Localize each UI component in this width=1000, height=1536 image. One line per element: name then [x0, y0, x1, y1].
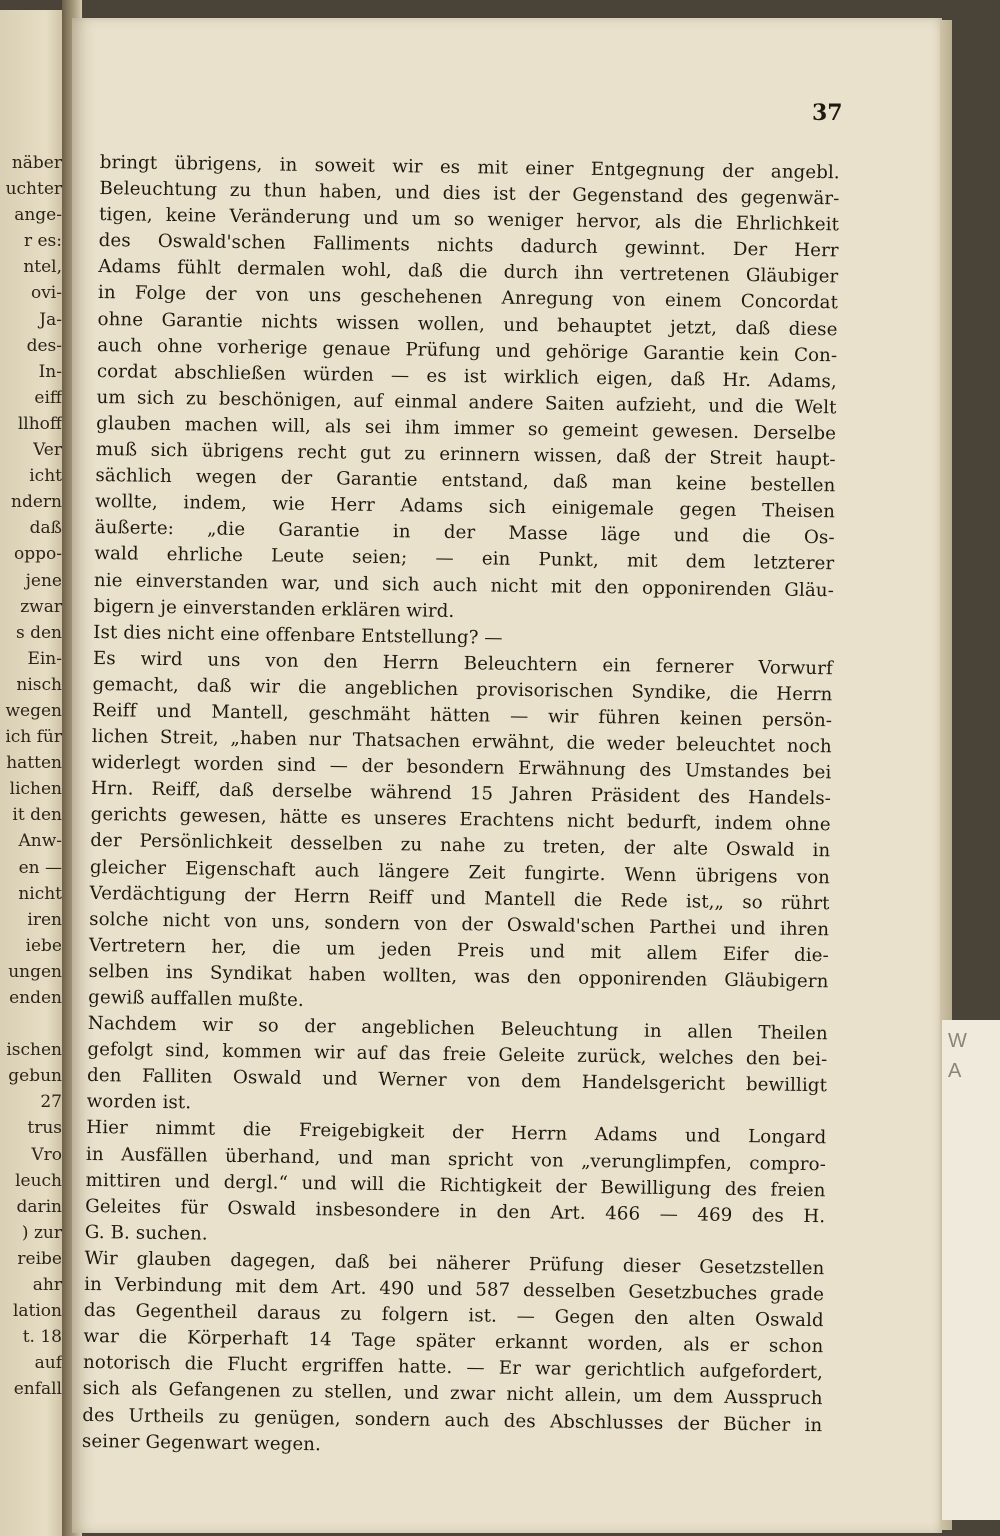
text-line: Verdächtigung der Herrn Reiff und Mantell die Rede ist,„ so rührt — [89, 882, 830, 914]
facing-page-line: wegen — [5, 700, 62, 721]
text-line: widerlegt worden sind — der besondern Erwähnung des Umstandes bei — [91, 752, 832, 784]
facing-page-line: Ver — [33, 440, 62, 461]
facing-page-line: jene — [25, 570, 62, 591]
facing-page-line: t. 18 — [22, 1327, 62, 1348]
text-line: gemacht, daß wir die angeblichen provisorischen Syndike, die Herrn — [92, 673, 833, 706]
facing-page-line: des- — [26, 335, 62, 356]
facing-page-line: ) zur — [21, 1222, 62, 1243]
facing-page-line: trus — [27, 1118, 62, 1139]
facing-page-line: näber — [11, 153, 62, 173]
facing-page-line: ange- — [14, 205, 62, 226]
facing-page-line: r es: — [23, 231, 62, 252]
facing-page-line: reibe — [17, 1248, 62, 1269]
facing-page-line: uchter — [5, 179, 62, 200]
facing-page-line: iren — [27, 909, 62, 930]
facing-page-line: ischen — [6, 1040, 62, 1061]
text-line: wollte, indem, wie Herr Adams sich einigemale gegen Theisen — [94, 491, 836, 523]
facing-page-line: 27 — [40, 1092, 62, 1113]
text-line: das Gegentheil daraus zu folgern ist. — Gegen den alten Oswald — [83, 1300, 824, 1332]
facing-page-line: ntel, — [23, 257, 62, 278]
facing-page-line: In- — [38, 361, 62, 382]
text-line: notorisch die Flucht ergriffen hatte. — Er war gerichtlich aufgefordert, — [82, 1352, 824, 1384]
text-line: Ist dies nicht eine offenbare Entstellung? — — [93, 621, 503, 649]
text-line: G. B. suchen. — [84, 1221, 208, 1245]
facing-page-line: ungen — [8, 961, 62, 982]
text-line: Es wird uns von den Herrn Beleuchtern ein fernerer Vorwurf — [92, 647, 833, 680]
text-line: glauben machen will, als sei ihm immer so gemeint gewesen. Derselbe — [96, 412, 837, 445]
text-line: Vertretern her, die um jeden Preis und mit allem Eifer die- — [88, 934, 829, 967]
text-line: äußerte: „die Garantie in der Masse läge und die Os- — [94, 517, 835, 549]
facing-page-line: llhoff — [17, 413, 62, 434]
facing-page-line: gebun — [8, 1066, 62, 1087]
text-line: mittiren und dergl.“ und will die Richtigkeit der Bewilligung des freien — [85, 1169, 826, 1201]
facing-page-line: s den — [15, 622, 62, 643]
text-line: ohne Garantie nichts wissen wollen, und behauptet jetzt, daß diese — [97, 308, 838, 340]
text-line: Beleuchtung zu thun haben, und dies ist der Gegenstand des gegenwär- — [99, 178, 840, 210]
text-line: muß sich übrigens recht gut zu erinnern wissen, daß der Streit haupt- — [95, 439, 836, 471]
facing-page-line: nicht — [18, 883, 62, 904]
text-line: gleicher Eigenschaft auch längere Zeit fungirte. Wenn übrigens von — [89, 856, 831, 888]
text-line: war die Körperhaft 14 Tage später erkannt worden, als er schon — [83, 1326, 824, 1358]
reference-strip — [942, 1020, 1000, 1520]
text-line: Wir glauben dagegen, daß bei näherer Prüfung dieser Gesetzstellen — [84, 1247, 825, 1280]
strip-letter-w: W — [948, 1030, 967, 1052]
facing-page-text — [5, 150, 62, 1403]
facing-page-line: ich für — [5, 727, 62, 748]
text-line: tigen, keine Veränderung und um so weniger hervor, als die Ehrlichkeit — [98, 204, 840, 236]
strip-letter-a: A — [948, 1060, 962, 1082]
facing-page-line: lichen — [9, 779, 62, 800]
text-line: Reiff und Mantell, geschmäht hätten — wir führen keinen persön- — [92, 699, 833, 732]
text-line: um sich zu beschönigen, auf einmal andere Saiten aufzieht, und die Welt — [96, 386, 837, 419]
text-line: lichen Streit, „haben nur Thatsachen erwähnt, die weder beleuchtet noch — [91, 726, 832, 758]
facing-page-fragment — [0, 10, 66, 1536]
text-line: Nachdem wir so der angeblichen Beleuchtung in allen Theilen — [87, 1013, 828, 1045]
text-line: sich als Gefangenen zu stellen, und zwar nicht allein, um dem Ausspruch — [82, 1378, 823, 1410]
facing-page-line: ahr — [32, 1275, 62, 1296]
facing-page-line — [5, 1011, 62, 1037]
text-line: des Urtheils zu genügen, sondern auch des Abschlusses der Bücher in — [82, 1404, 823, 1436]
facing-page-line: zwar — [20, 596, 62, 617]
text-line: sächlich wegen der Garantie entstand, daß man keine bestellen — [95, 465, 836, 497]
page-number: 37 — [812, 100, 843, 126]
facing-page-line: lation — [12, 1301, 62, 1322]
facing-page-line: auf — [34, 1353, 62, 1374]
text-line: auch ohne vorherige genaue Prüfung und gehörige Garantie kein Con- — [97, 334, 838, 366]
facing-page-line: iebe — [25, 935, 62, 956]
facing-page-line: Ein- — [27, 648, 62, 669]
facing-page-line: hatten — [6, 753, 62, 774]
facing-page-line: Ja- — [39, 309, 62, 330]
text-line: nie einverstanden war, und sich auch nicht mit den opponirenden Gläu- — [93, 569, 835, 601]
facing-page-line: enfall — [13, 1379, 62, 1400]
facing-page-line: Anw- — [18, 831, 62, 852]
text-line: gewiß auffallen mußte. — [88, 986, 304, 1011]
text-line: solche nicht von uns, sondern von der Oswald'schen Parthei und ihren — [89, 908, 830, 940]
text-line: seiner Gegenwart wegen. — [81, 1430, 322, 1455]
facing-page-line: leuch — [15, 1170, 62, 1191]
facing-page-line: oppo- — [14, 544, 62, 565]
text-line: Hrn. Reiff, daß derselbe während 15 Jahren Präsident des Handels- — [90, 778, 832, 810]
text-line: in Verbindung mit dem Art. 490 und 587 desselben Gesetzbuches grade — [84, 1273, 825, 1306]
facing-page-line: nisch — [16, 674, 62, 695]
text-line: den Falliten Oswald und Werner von dem Handelsgericht bewilligt — [86, 1065, 828, 1097]
text-line: selben ins Syndikat haben wollten, was den opponirenden Gläubigern — [88, 960, 829, 993]
facing-page-line: daß — [29, 518, 62, 539]
text-line: bigern je einverstanden erklären wird. — [93, 595, 455, 622]
facing-page-line: eiff — [34, 387, 62, 408]
facing-page-line: enden — [9, 988, 62, 1008]
text-line: Geleites für Oswald insbesondere in den Art. 466 — 469 des H. — [85, 1195, 826, 1227]
text-line: in Ausfällen überhand, und man spricht von „verunglimpfen, compro- — [85, 1143, 827, 1175]
text-line: Hier nimmt die Freigebigkeit der Herrn Adams und Longard — [86, 1117, 827, 1149]
text-line: worden ist. — [86, 1091, 192, 1114]
facing-page-line: ndern — [11, 492, 62, 513]
text-line: cordat abschließen würden — es ist wirklich eigen, daß Hr. Adams, — [96, 360, 837, 393]
body-text — [82, 150, 840, 1465]
text-line: gerichts gewesen, hätte es unseres Erachtens nicht bedurft, indem ohne — [90, 804, 831, 836]
text-line: des Oswald'schen Falliments nichts dadurch gewinnt. Der Herr — [98, 230, 839, 262]
facing-page-line: darin — [16, 1196, 62, 1217]
facing-page-line: it den — [12, 805, 62, 826]
text-line: gefolgt sind, kommen wir auf das freie Geleite zurück, welches den bei- — [87, 1039, 828, 1071]
facing-page-line: Vro — [31, 1144, 62, 1165]
facing-page-line: ovi- — [30, 283, 62, 304]
text-line: wald ehrliche Leute seien; — ein Punkt, mit dem letzterer — [94, 543, 835, 575]
text-line: in Folge der von uns geschehenen Anregung von einem Concordat — [97, 282, 839, 314]
facing-page-line: en — — [18, 857, 62, 878]
text-line: bringt übrigens, in soweit wir es mit einer Entgegnung der angebl. — [99, 151, 840, 184]
facing-page-line: icht — [29, 466, 62, 487]
text-line: der Persönlichkeit desselben zu nahe zu treten, der alte Oswald in — [90, 830, 831, 862]
text-line: Adams fühlt dermalen wohl, daß die durch ihn vertretenen Gläubiger — [98, 256, 839, 288]
